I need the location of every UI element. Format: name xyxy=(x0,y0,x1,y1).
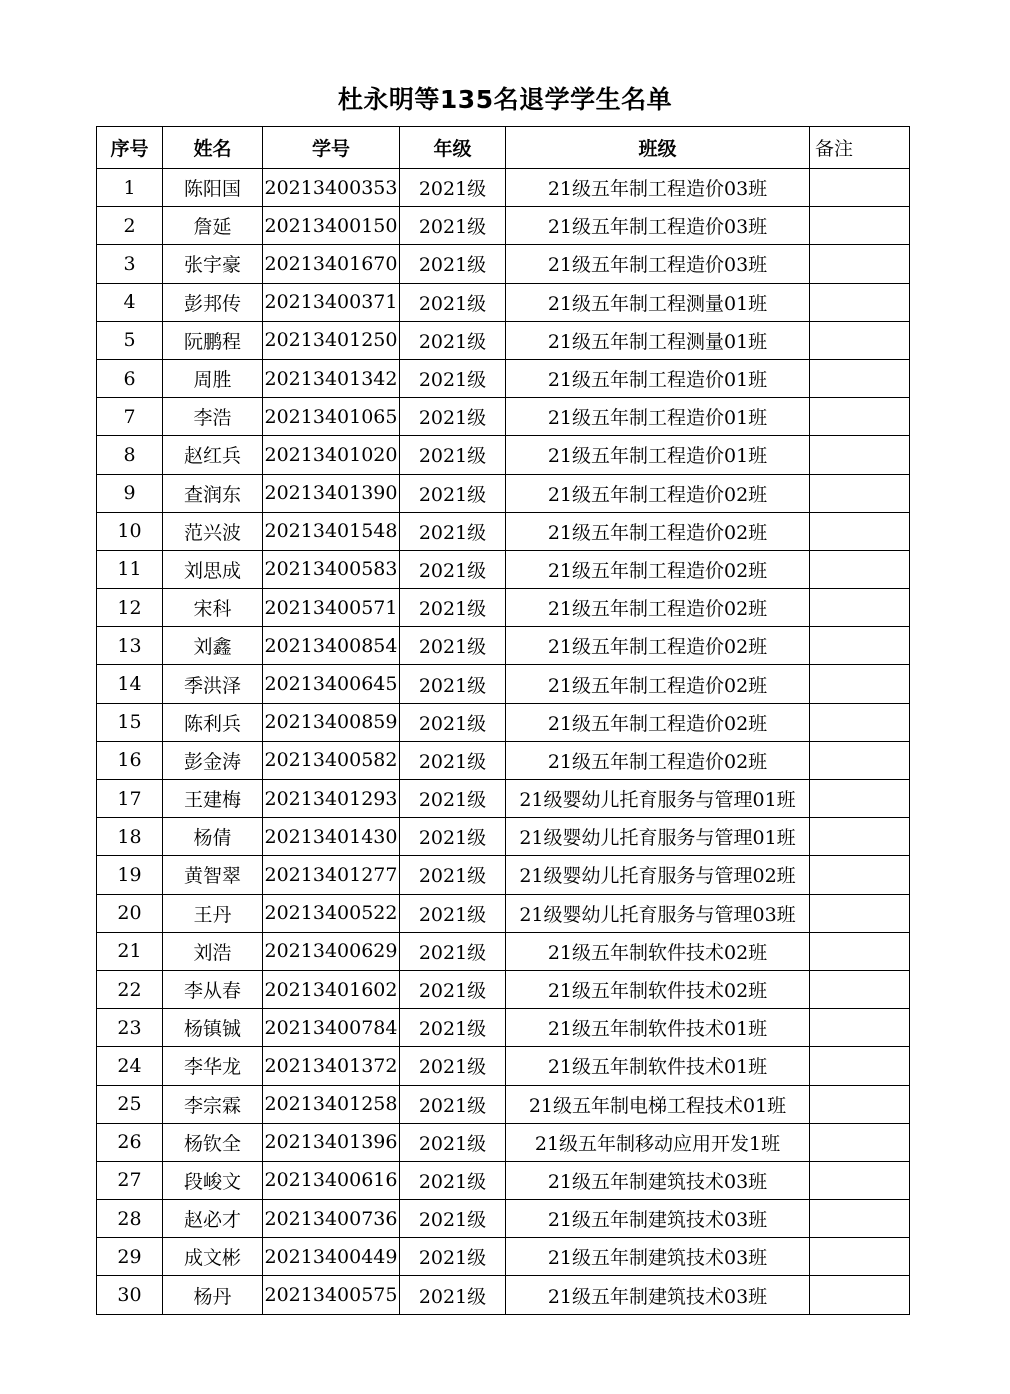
cell-seq: 3 xyxy=(97,245,163,283)
cell-grade: 2021级 xyxy=(400,1009,506,1047)
cell-student-id: 20213400859 xyxy=(263,703,400,741)
cell-class: 21级五年制建筑技术03班 xyxy=(506,1200,810,1238)
cell-seq: 4 xyxy=(97,283,163,321)
header-class: 班级 xyxy=(506,127,810,169)
cell-note xyxy=(810,703,910,741)
cell-note xyxy=(810,1200,910,1238)
cell-grade: 2021级 xyxy=(400,1123,506,1161)
table-row xyxy=(97,321,910,359)
cell-name: 黄智翠 xyxy=(163,856,263,894)
cell-class: 21级五年制工程造价01班 xyxy=(506,359,810,397)
cell-seq: 14 xyxy=(97,665,163,703)
cell-seq: 1 xyxy=(97,169,163,207)
cell-grade: 2021级 xyxy=(400,627,506,665)
cell-name: 李华龙 xyxy=(163,1047,263,1085)
page-title: 杜永明等135名退学学生名单 xyxy=(337,85,673,114)
cell-name: 李从春 xyxy=(163,970,263,1008)
cell-student-id: 20213400449 xyxy=(263,1238,400,1276)
table-row xyxy=(97,1123,910,1161)
table-row xyxy=(97,474,910,512)
cell-note xyxy=(810,780,910,818)
table-row xyxy=(97,359,910,397)
cell-name: 李浩 xyxy=(163,398,263,436)
cell-seq: 5 xyxy=(97,321,163,359)
cell-note xyxy=(810,627,910,665)
cell-student-id: 20213401670 xyxy=(263,245,400,283)
cell-class: 21级婴幼儿托育服务与管理01班 xyxy=(506,818,810,856)
cell-note xyxy=(810,1276,910,1314)
cell-grade: 2021级 xyxy=(400,932,506,970)
table-row xyxy=(97,207,910,245)
table-body xyxy=(97,169,910,1315)
table-row xyxy=(97,818,910,856)
cell-grade: 2021级 xyxy=(400,703,506,741)
cell-note xyxy=(810,321,910,359)
cell-seq: 27 xyxy=(97,1161,163,1199)
cell-class: 21级五年制工程造价02班 xyxy=(506,550,810,588)
header-name: 姓名 xyxy=(163,127,263,169)
cell-student-id: 20213401390 xyxy=(263,474,400,512)
student-roster-table xyxy=(96,126,910,1315)
cell-seq: 16 xyxy=(97,741,163,779)
cell-class: 21级五年制工程造价02班 xyxy=(506,589,810,627)
cell-grade: 2021级 xyxy=(400,818,506,856)
cell-seq: 30 xyxy=(97,1276,163,1314)
cell-note xyxy=(810,856,910,894)
cell-seq: 7 xyxy=(97,398,163,436)
cell-class: 21级五年制工程造价03班 xyxy=(506,207,810,245)
cell-note xyxy=(810,207,910,245)
cell-student-id: 20213400784 xyxy=(263,1009,400,1047)
table-row xyxy=(97,283,910,321)
cell-seq: 22 xyxy=(97,970,163,1008)
cell-class: 21级五年制工程测量01班 xyxy=(506,321,810,359)
cell-grade: 2021级 xyxy=(400,436,506,474)
table-row xyxy=(97,894,910,932)
cell-student-id: 20213400575 xyxy=(263,1276,400,1314)
table-row xyxy=(97,169,910,207)
cell-class: 21级婴幼儿托育服务与管理02班 xyxy=(506,856,810,894)
cell-class: 21级五年制建筑技术03班 xyxy=(506,1238,810,1276)
cell-note xyxy=(810,1009,910,1047)
cell-name: 彭邦传 xyxy=(163,283,263,321)
cell-note xyxy=(810,932,910,970)
header-seq: 序号 xyxy=(97,127,163,169)
cell-class: 21级五年制工程造价02班 xyxy=(506,741,810,779)
cell-name: 刘浩 xyxy=(163,932,263,970)
table-row xyxy=(97,627,910,665)
cell-grade: 2021级 xyxy=(400,283,506,321)
cell-grade: 2021级 xyxy=(400,1161,506,1199)
cell-name: 阮鹏程 xyxy=(163,321,263,359)
cell-student-id: 20213401258 xyxy=(263,1085,400,1123)
cell-seq: 10 xyxy=(97,512,163,550)
cell-note xyxy=(810,894,910,932)
cell-grade: 2021级 xyxy=(400,589,506,627)
table-row xyxy=(97,512,910,550)
cell-name: 刘鑫 xyxy=(163,627,263,665)
cell-class: 21级婴幼儿托育服务与管理03班 xyxy=(506,894,810,932)
cell-note xyxy=(810,665,910,703)
cell-student-id: 20213400371 xyxy=(263,283,400,321)
cell-seq: 11 xyxy=(97,550,163,588)
cell-grade: 2021级 xyxy=(400,665,506,703)
cell-class: 21级五年制工程造价02班 xyxy=(506,474,810,512)
table-row xyxy=(97,550,910,588)
cell-name: 张宇豪 xyxy=(163,245,263,283)
cell-seq: 6 xyxy=(97,359,163,397)
cell-name: 陈利兵 xyxy=(163,703,263,741)
table-row xyxy=(97,589,910,627)
cell-grade: 2021级 xyxy=(400,780,506,818)
cell-student-id: 20213401396 xyxy=(263,1123,400,1161)
cell-student-id: 20213401342 xyxy=(263,359,400,397)
cell-name: 彭金涛 xyxy=(163,741,263,779)
cell-name: 王丹 xyxy=(163,894,263,932)
header-note: 备注 xyxy=(810,127,910,169)
cell-note xyxy=(810,398,910,436)
cell-note xyxy=(810,436,910,474)
cell-class: 21级五年制建筑技术03班 xyxy=(506,1161,810,1199)
cell-student-id: 20213400522 xyxy=(263,894,400,932)
cell-grade: 2021级 xyxy=(400,512,506,550)
cell-class: 21级五年制工程造价03班 xyxy=(506,245,810,283)
cell-student-id: 20213400150 xyxy=(263,207,400,245)
cell-student-id: 20213400629 xyxy=(263,932,400,970)
cell-class: 21级五年制工程造价02班 xyxy=(506,512,810,550)
header-student-id: 学号 xyxy=(263,127,400,169)
table-row xyxy=(97,1085,910,1123)
cell-class: 21级五年制工程造价01班 xyxy=(506,398,810,436)
cell-class: 21级五年制工程造价02班 xyxy=(506,665,810,703)
cell-student-id: 20213401430 xyxy=(263,818,400,856)
cell-grade: 2021级 xyxy=(400,359,506,397)
cell-seq: 25 xyxy=(97,1085,163,1123)
cell-class: 21级五年制建筑技术03班 xyxy=(506,1276,810,1314)
cell-note xyxy=(810,169,910,207)
cell-seq: 12 xyxy=(97,589,163,627)
cell-student-id: 20213400645 xyxy=(263,665,400,703)
cell-note xyxy=(810,359,910,397)
cell-grade: 2021级 xyxy=(400,398,506,436)
table-header-row xyxy=(97,127,910,169)
cell-student-id: 20213400583 xyxy=(263,550,400,588)
table-row xyxy=(97,1200,910,1238)
cell-class: 21级婴幼儿托育服务与管理01班 xyxy=(506,780,810,818)
cell-note xyxy=(810,1161,910,1199)
table-row xyxy=(97,970,910,1008)
cell-student-id: 20213401372 xyxy=(263,1047,400,1085)
cell-note xyxy=(810,474,910,512)
cell-note xyxy=(810,1123,910,1161)
cell-name: 詹延 xyxy=(163,207,263,245)
cell-seq: 18 xyxy=(97,818,163,856)
cell-student-id: 20213401548 xyxy=(263,512,400,550)
cell-name: 杨倩 xyxy=(163,818,263,856)
cell-seq: 17 xyxy=(97,780,163,818)
cell-name: 杨钦全 xyxy=(163,1123,263,1161)
cell-name: 杨丹 xyxy=(163,1276,263,1314)
table-row xyxy=(97,1238,910,1276)
cell-class: 21级五年制软件技术02班 xyxy=(506,932,810,970)
cell-note xyxy=(810,512,910,550)
cell-note xyxy=(810,245,910,283)
cell-note xyxy=(810,818,910,856)
table-row xyxy=(97,1047,910,1085)
cell-seq: 13 xyxy=(97,627,163,665)
cell-seq: 8 xyxy=(97,436,163,474)
cell-class: 21级五年制软件技术01班 xyxy=(506,1047,810,1085)
cell-student-id: 20213400353 xyxy=(263,169,400,207)
cell-student-id: 20213400616 xyxy=(263,1161,400,1199)
cell-name: 查润东 xyxy=(163,474,263,512)
cell-grade: 2021级 xyxy=(400,970,506,1008)
cell-student-id: 20213400736 xyxy=(263,1200,400,1238)
cell-seq: 23 xyxy=(97,1009,163,1047)
cell-name: 段峻文 xyxy=(163,1161,263,1199)
cell-name: 杨镇铖 xyxy=(163,1009,263,1047)
cell-student-id: 20213401250 xyxy=(263,321,400,359)
cell-seq: 24 xyxy=(97,1047,163,1085)
cell-seq: 9 xyxy=(97,474,163,512)
cell-class: 21级五年制工程造价01班 xyxy=(506,436,810,474)
cell-seq: 26 xyxy=(97,1123,163,1161)
cell-seq: 2 xyxy=(97,207,163,245)
table-row xyxy=(97,703,910,741)
cell-seq: 21 xyxy=(97,932,163,970)
cell-name: 成文彬 xyxy=(163,1238,263,1276)
table-row xyxy=(97,1161,910,1199)
cell-seq: 15 xyxy=(97,703,163,741)
cell-note xyxy=(810,283,910,321)
cell-name: 周胜 xyxy=(163,359,263,397)
cell-class: 21级五年制工程造价03班 xyxy=(506,169,810,207)
cell-grade: 2021级 xyxy=(400,894,506,932)
cell-note xyxy=(810,970,910,1008)
header-grade: 年级 xyxy=(400,127,506,169)
cell-student-id: 20213400571 xyxy=(263,589,400,627)
cell-seq: 29 xyxy=(97,1238,163,1276)
cell-grade: 2021级 xyxy=(400,1085,506,1123)
cell-note xyxy=(810,1047,910,1085)
cell-student-id: 20213401020 xyxy=(263,436,400,474)
cell-grade: 2021级 xyxy=(400,169,506,207)
cell-student-id: 20213401065 xyxy=(263,398,400,436)
table-row xyxy=(97,932,910,970)
cell-name: 赵红兵 xyxy=(163,436,263,474)
cell-class: 21级五年制软件技术02班 xyxy=(506,970,810,1008)
cell-note xyxy=(810,1085,910,1123)
cell-seq: 19 xyxy=(97,856,163,894)
table-row xyxy=(97,780,910,818)
cell-grade: 2021级 xyxy=(400,474,506,512)
table-row xyxy=(97,398,910,436)
table-row xyxy=(97,1009,910,1047)
cell-class: 21级五年制工程造价02班 xyxy=(506,703,810,741)
cell-class: 21级五年制电梯工程技术01班 xyxy=(506,1085,810,1123)
cell-grade: 2021级 xyxy=(400,1047,506,1085)
cell-name: 李宗霖 xyxy=(163,1085,263,1123)
cell-note xyxy=(810,550,910,588)
cell-grade: 2021级 xyxy=(400,321,506,359)
cell-student-id: 20213401277 xyxy=(263,856,400,894)
cell-name: 范兴波 xyxy=(163,512,263,550)
cell-grade: 2021级 xyxy=(400,741,506,779)
cell-grade: 2021级 xyxy=(400,1276,506,1314)
cell-grade: 2021级 xyxy=(400,207,506,245)
cell-grade: 2021级 xyxy=(400,245,506,283)
cell-name: 王建梅 xyxy=(163,780,263,818)
cell-note xyxy=(810,741,910,779)
cell-note xyxy=(810,589,910,627)
cell-seq: 28 xyxy=(97,1200,163,1238)
table-row xyxy=(97,741,910,779)
cell-grade: 2021级 xyxy=(400,1200,506,1238)
cell-name: 赵必才 xyxy=(163,1200,263,1238)
cell-student-id: 20213401293 xyxy=(263,780,400,818)
table-row xyxy=(97,856,910,894)
table-row xyxy=(97,245,910,283)
table-row xyxy=(97,436,910,474)
cell-note xyxy=(810,1238,910,1276)
cell-grade: 2021级 xyxy=(400,856,506,894)
cell-class: 21级五年制软件技术01班 xyxy=(506,1009,810,1047)
cell-name: 宋科 xyxy=(163,589,263,627)
cell-class: 21级五年制移动应用开发1班 xyxy=(506,1123,810,1161)
cell-class: 21级五年制工程造价02班 xyxy=(506,627,810,665)
table-row xyxy=(97,1276,910,1314)
cell-grade: 2021级 xyxy=(400,1238,506,1276)
cell-student-id: 20213400854 xyxy=(263,627,400,665)
cell-class: 21级五年制工程测量01班 xyxy=(506,283,810,321)
cell-grade: 2021级 xyxy=(400,550,506,588)
cell-name: 陈阳国 xyxy=(163,169,263,207)
cell-seq: 20 xyxy=(97,894,163,932)
table-row xyxy=(97,665,910,703)
cell-name: 季洪泽 xyxy=(163,665,263,703)
cell-student-id: 20213401602 xyxy=(263,970,400,1008)
cell-name: 刘思成 xyxy=(163,550,263,588)
cell-student-id: 20213400582 xyxy=(263,741,400,779)
